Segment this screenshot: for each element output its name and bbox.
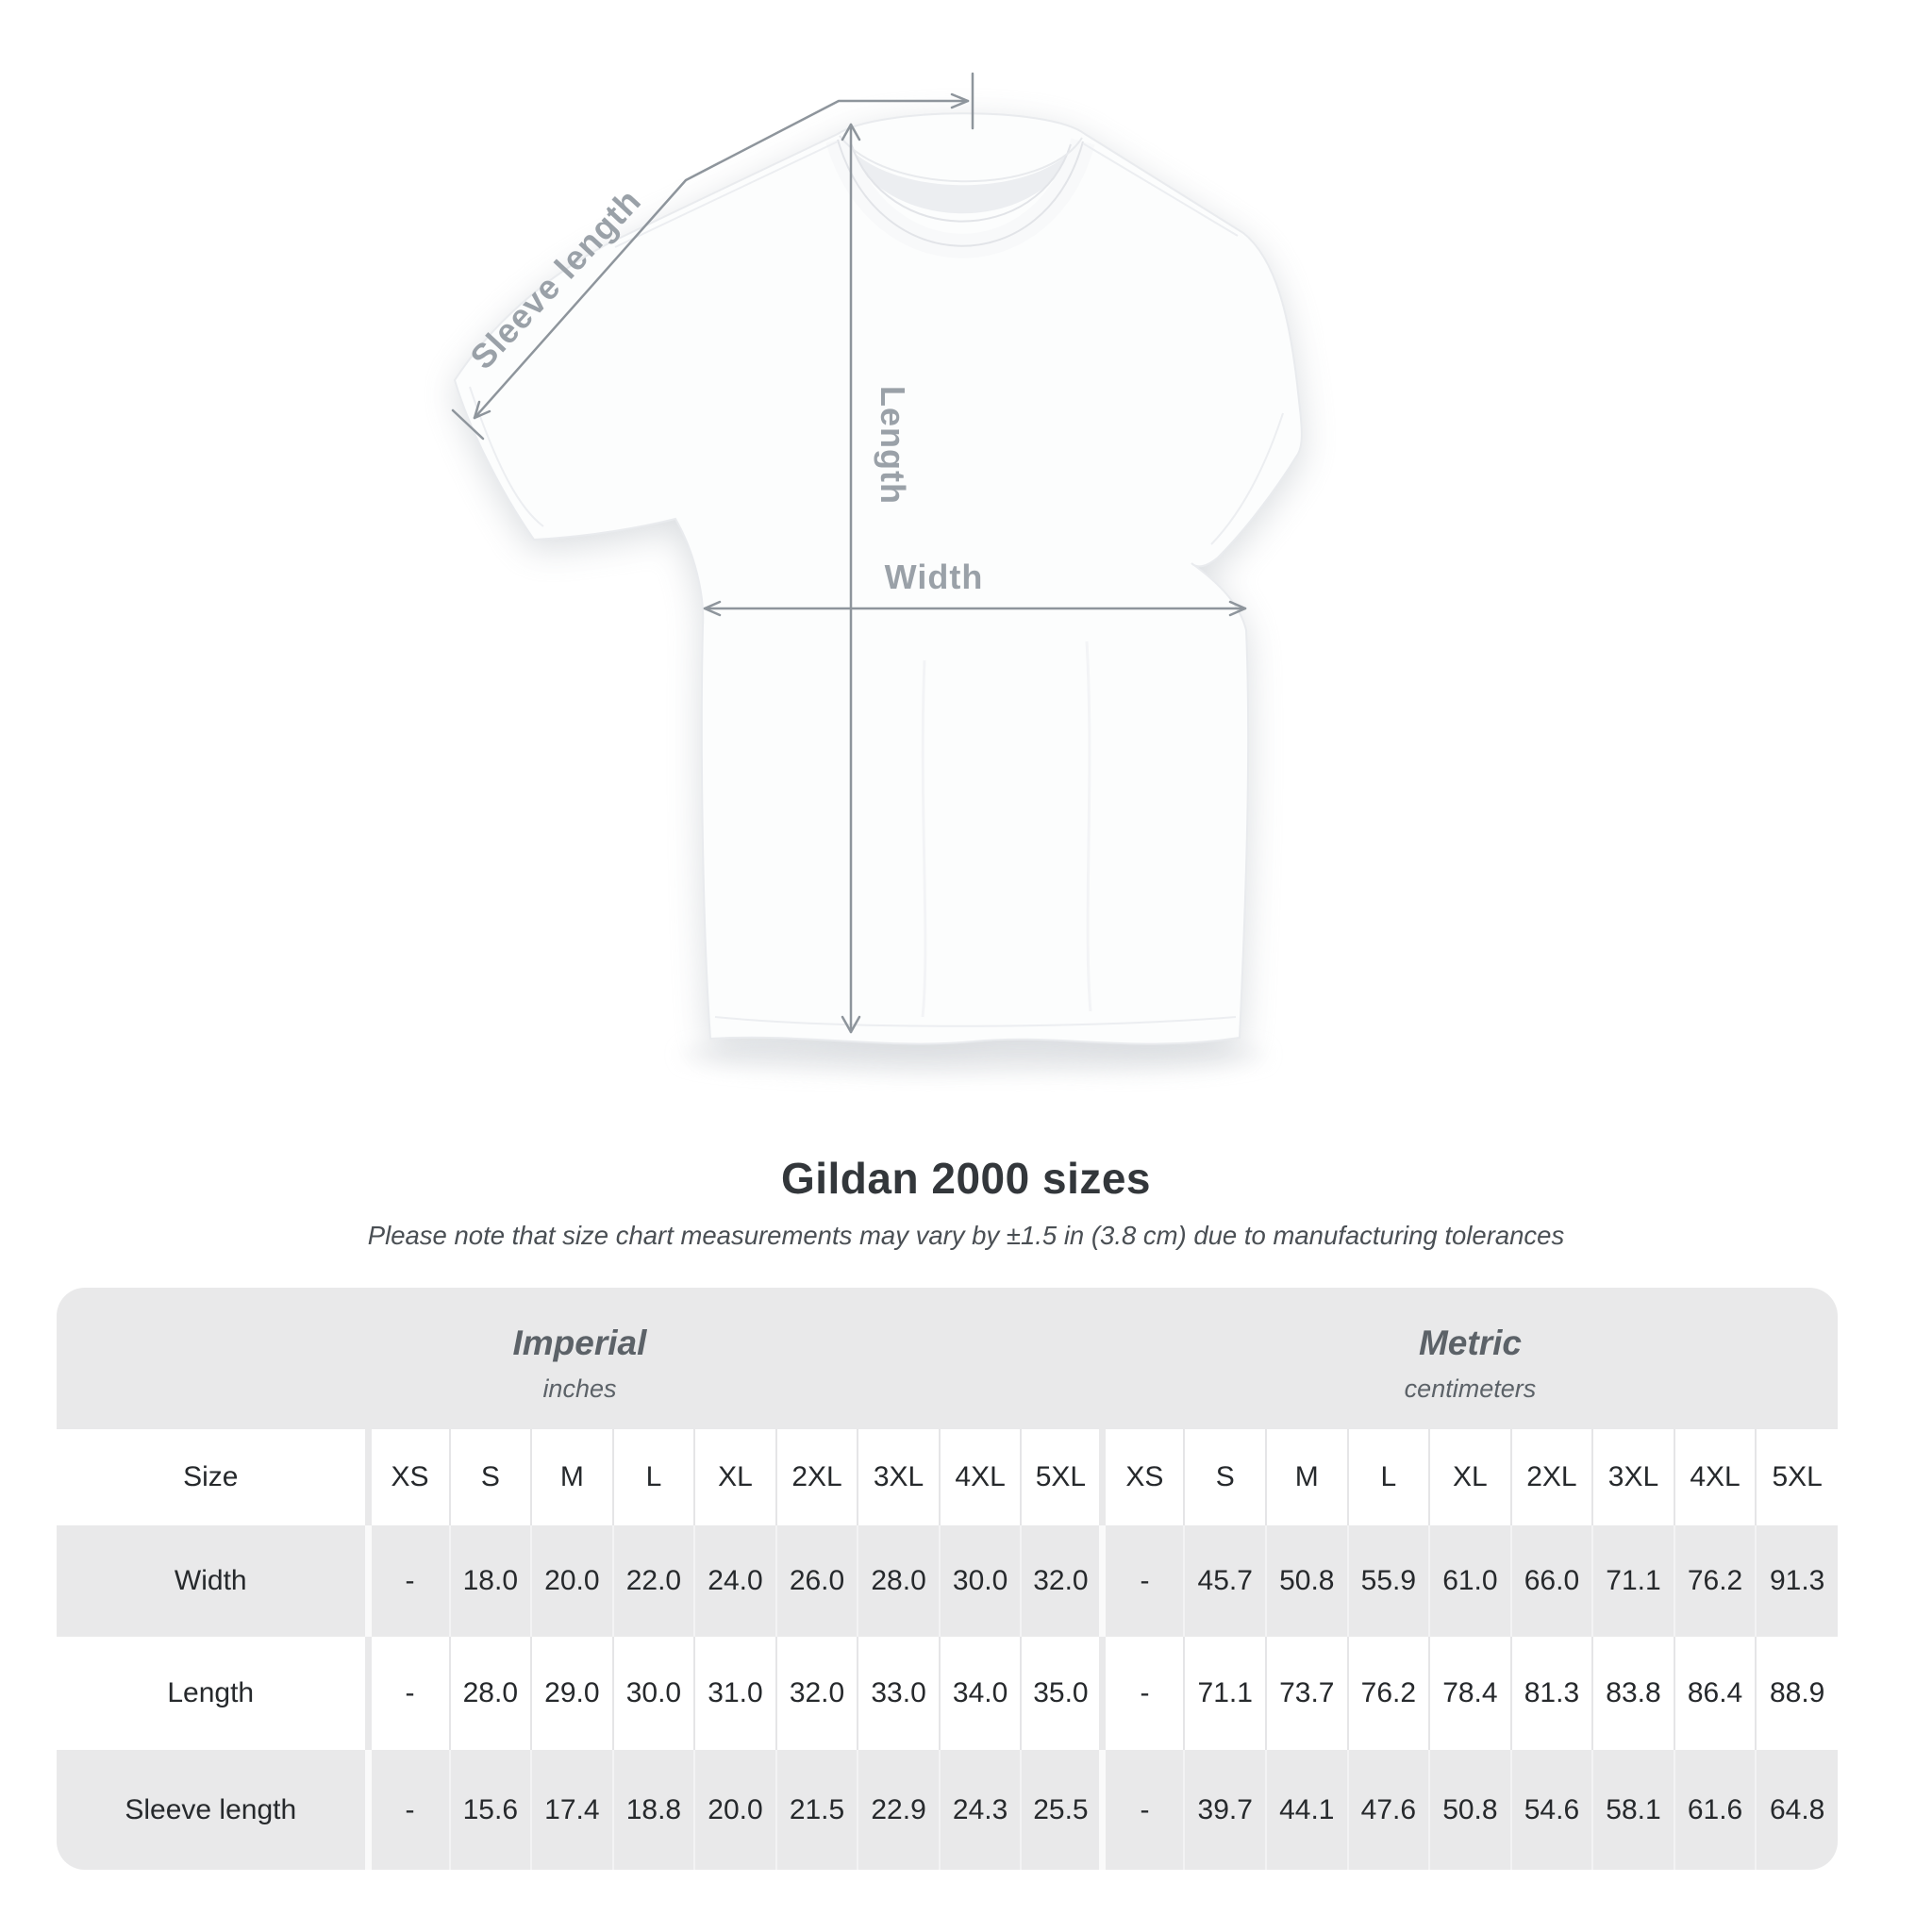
- size-col-header: XL: [694, 1429, 776, 1525]
- heading-block: [0, 1153, 1932, 1251]
- value-cell: 25.5: [1021, 1750, 1103, 1870]
- imperial-unit: inches: [542, 1374, 617, 1403]
- size-col-header: XS: [368, 1429, 450, 1525]
- value-cell: 26.0: [776, 1525, 858, 1637]
- imperial-title: Imperial: [512, 1323, 647, 1362]
- value-cell: 30.0: [613, 1637, 695, 1750]
- tolerance-note: Please note that size chart measurements may vary by ±1.5 in (3.8 cm) due to manufacturing tolerances: [367, 1221, 1565, 1250]
- size-col-header: 3XL: [858, 1429, 940, 1525]
- value-cell: 54.6: [1511, 1750, 1593, 1870]
- value-cell: 44.1: [1266, 1750, 1348, 1870]
- size-col-header: L: [1348, 1429, 1430, 1525]
- page-title: Gildan 2000 sizes: [780, 1154, 1152, 1203]
- value-cell: 34.0: [940, 1637, 1022, 1750]
- value-cell: 20.0: [694, 1750, 776, 1870]
- value-cell: 22.0: [613, 1525, 695, 1637]
- value-cell: 50.8: [1266, 1525, 1348, 1637]
- width-label: Width: [884, 558, 984, 596]
- size-col-header: S: [450, 1429, 532, 1525]
- size-col-header: 5XL: [1021, 1429, 1103, 1525]
- value-cell: 32.0: [1021, 1525, 1103, 1637]
- size-col-header: M: [531, 1429, 613, 1525]
- value-cell: 55.9: [1348, 1525, 1430, 1637]
- value-cell: 71.1: [1592, 1525, 1674, 1637]
- value-cell: 29.0: [531, 1637, 613, 1750]
- size-corner-header: Size: [183, 1461, 239, 1492]
- size-col-header: S: [1184, 1429, 1266, 1525]
- metric-unit: centimeters: [1404, 1374, 1537, 1403]
- size-col-header: L: [613, 1429, 695, 1525]
- value-cell: 66.0: [1511, 1525, 1593, 1637]
- value-cell: 58.1: [1592, 1750, 1674, 1870]
- value-cell: 28.0: [450, 1637, 532, 1750]
- value-cell: 32.0: [776, 1637, 858, 1750]
- sleeve-length-label: Sleeve length: [462, 180, 649, 377]
- value-cell: 24.0: [694, 1525, 776, 1637]
- size-col-header: 5XL: [1756, 1429, 1838, 1525]
- value-cell: -: [368, 1637, 450, 1750]
- value-cell: 73.7: [1266, 1637, 1348, 1750]
- value-cell: 76.2: [1674, 1525, 1757, 1637]
- measurement-row-sleeve-length: [57, 1750, 1838, 1870]
- value-cell: -: [368, 1750, 450, 1870]
- value-cell: 64.8: [1756, 1750, 1838, 1870]
- row-label: Sleeve length: [125, 1793, 297, 1825]
- value-cell: -: [1103, 1637, 1185, 1750]
- size-col-header: 2XL: [1511, 1429, 1593, 1525]
- imperial-header: [57, 1288, 1103, 1429]
- value-cell: 18.0: [450, 1525, 532, 1637]
- value-cell: 45.7: [1184, 1525, 1266, 1637]
- value-cell: 88.9: [1756, 1637, 1838, 1750]
- value-cell: 50.8: [1429, 1750, 1511, 1870]
- value-cell: 22.9: [858, 1750, 940, 1870]
- value-cell: 83.8: [1592, 1637, 1674, 1750]
- value-cell: -: [368, 1525, 450, 1637]
- metric-header: [1103, 1288, 1838, 1429]
- value-cell: 61.6: [1674, 1750, 1757, 1870]
- size-table: [57, 1288, 1838, 1870]
- value-cell: 39.7: [1184, 1750, 1266, 1870]
- units-header-row: [57, 1288, 1838, 1429]
- length-label: Length: [874, 386, 912, 505]
- row-label: Length: [167, 1677, 255, 1708]
- value-cell: 17.4: [531, 1750, 613, 1870]
- size-col-header: M: [1266, 1429, 1348, 1525]
- value-cell: -: [1103, 1750, 1185, 1870]
- size-col-header: 4XL: [1674, 1429, 1757, 1525]
- value-cell: 15.6: [450, 1750, 532, 1870]
- value-cell: 81.3: [1511, 1637, 1593, 1750]
- size-col-header: XL: [1429, 1429, 1511, 1525]
- value-cell: 20.0: [531, 1525, 613, 1637]
- value-cell: 47.6: [1348, 1750, 1430, 1870]
- size-col-header: 2XL: [776, 1429, 858, 1525]
- size-col-header: XS: [1103, 1429, 1185, 1525]
- value-cell: 24.3: [940, 1750, 1022, 1870]
- value-cell: 61.0: [1429, 1525, 1511, 1637]
- size-col-header: 3XL: [1592, 1429, 1674, 1525]
- value-cell: 30.0: [940, 1525, 1022, 1637]
- sizes-header-row: [57, 1429, 1838, 1525]
- value-cell: 21.5: [776, 1750, 858, 1870]
- value-cell: 71.1: [1184, 1637, 1266, 1750]
- row-label: Width: [174, 1565, 247, 1596]
- value-cell: -: [1103, 1525, 1185, 1637]
- value-cell: 28.0: [858, 1525, 940, 1637]
- value-cell: 31.0: [694, 1637, 776, 1750]
- metric-title: Metric: [1418, 1323, 1522, 1362]
- value-cell: 86.4: [1674, 1637, 1757, 1750]
- value-cell: 78.4: [1429, 1637, 1511, 1750]
- value-cell: 35.0: [1021, 1637, 1103, 1750]
- value-cell: 18.8: [613, 1750, 695, 1870]
- value-cell: 76.2: [1348, 1637, 1430, 1750]
- size-col-header: 4XL: [940, 1429, 1022, 1525]
- measurement-row-length: [57, 1637, 1838, 1750]
- value-cell: 33.0: [858, 1637, 940, 1750]
- value-cell: 91.3: [1756, 1525, 1838, 1637]
- measurement-row-width: [57, 1525, 1838, 1637]
